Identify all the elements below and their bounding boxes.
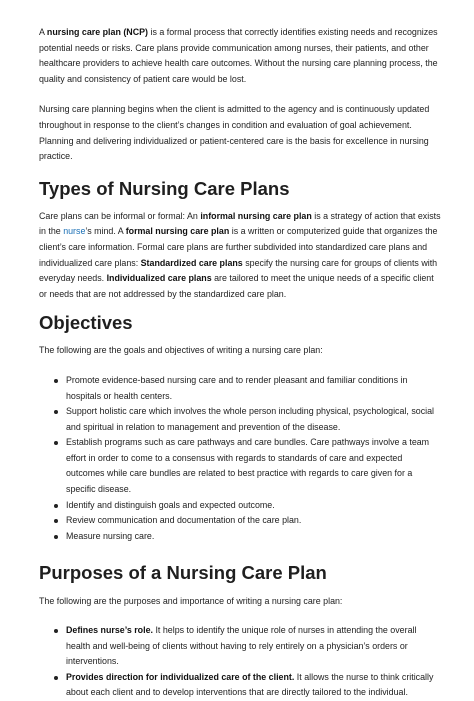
intro-paragraph — [39, 25, 441, 87]
text-run: ’s mind. A — [85, 226, 126, 237]
list-item — [66, 623, 441, 670]
list-item: Review communication and documentation of the care plan. — [66, 513, 441, 529]
objectives-intro: The following are the goals and objectives of writing a nursing care plan: — [39, 345, 323, 356]
list-item — [66, 670, 441, 701]
purposes-intro: The following are the purposes and importance of writing a nursing care plan: — [39, 596, 343, 607]
text-run: is a written or computerized guide that organizes the client’s care information. Formal care plans are further subdivided into standardized care plans and individualized care plans: — [39, 226, 438, 268]
objectives-list — [39, 373, 441, 545]
heading-objectives: Objectives — [39, 312, 133, 334]
types-paragraph — [39, 209, 441, 303]
bold-term: Standardized care plans — [140, 257, 243, 268]
nurse-link[interactable]: nurse — [63, 226, 86, 237]
text-run: specify the nursing care for groups of clients with everyday needs. — [39, 257, 438, 284]
list-item: Identify and distinguish goals and expected outcome. — [66, 498, 441, 514]
list-item: Promote evidence-based nursing care and to render pleasant and familiar conditions in hospitals or health centers. — [66, 373, 441, 404]
heading-purposes: Purposes of a Nursing Care Plan — [39, 562, 327, 584]
text-run: It allows the nurse to think critically about each client and to develop interventions that are directly tailored to the individual. — [66, 671, 434, 698]
heading-types: Types of Nursing Care Plans — [39, 177, 290, 199]
list-item: Measure nursing care. — [66, 529, 441, 545]
text-run: It helps to identify the unique role of nurses in attending the overall health and well-being of clients without having to rely entirely on a physician’s orders or interventions. — [66, 625, 417, 667]
bold-term: informal nursing care plan — [200, 210, 312, 221]
list-item: Establish programs such as care pathways and care bundles. Care pathways involve a team effort in order to come to a consensus with regards to standards of care and expected outcomes while care bundles are related to best practice with regards to care given for a specific disease. — [66, 435, 441, 497]
text-run: are tailored to meet the unique needs of a specific client or needs that are not addressed by the standardized care plan. — [39, 273, 434, 299]
planning-paragraph: Nursing care planning begins when the client is admitted to the agency and is continuously updated throughout in response to the client’s changes in condition and evaluation of goal achievement. Planning and delivering individualized or patient-centered care is the basis for excellence in nursing practice. — [39, 104, 430, 162]
bold-term: Provides direction for individualized care of the client. — [66, 671, 295, 682]
text-run: Care plans can be informal or formal: An — [39, 210, 201, 221]
text-run: is a strategy of action that exists in the — [39, 210, 441, 237]
text-run: A — [39, 27, 47, 37]
bold-term: formal nursing care plan — [125, 226, 230, 237]
text-run: is a formal process that correctly identifies existing needs and recognizes potential needs or risks. Care plans provide communication among nurses, their patients, and other healthcare providers to achieve health care outcomes. Without the nursing care planning process, the quality and consistency of patient care would be lost. — [39, 27, 438, 84]
list-item: Support holistic care which involves the whole person including physical, psychological, social and spiritual in relation to management and prevention of the disease. — [66, 404, 441, 435]
bold-term: nursing care plan (NCP) — [46, 27, 148, 37]
purposes-list — [39, 623, 441, 701]
bold-term: Defines nurse’s role. — [66, 625, 153, 636]
bold-term: Individualized care plans — [106, 273, 212, 284]
